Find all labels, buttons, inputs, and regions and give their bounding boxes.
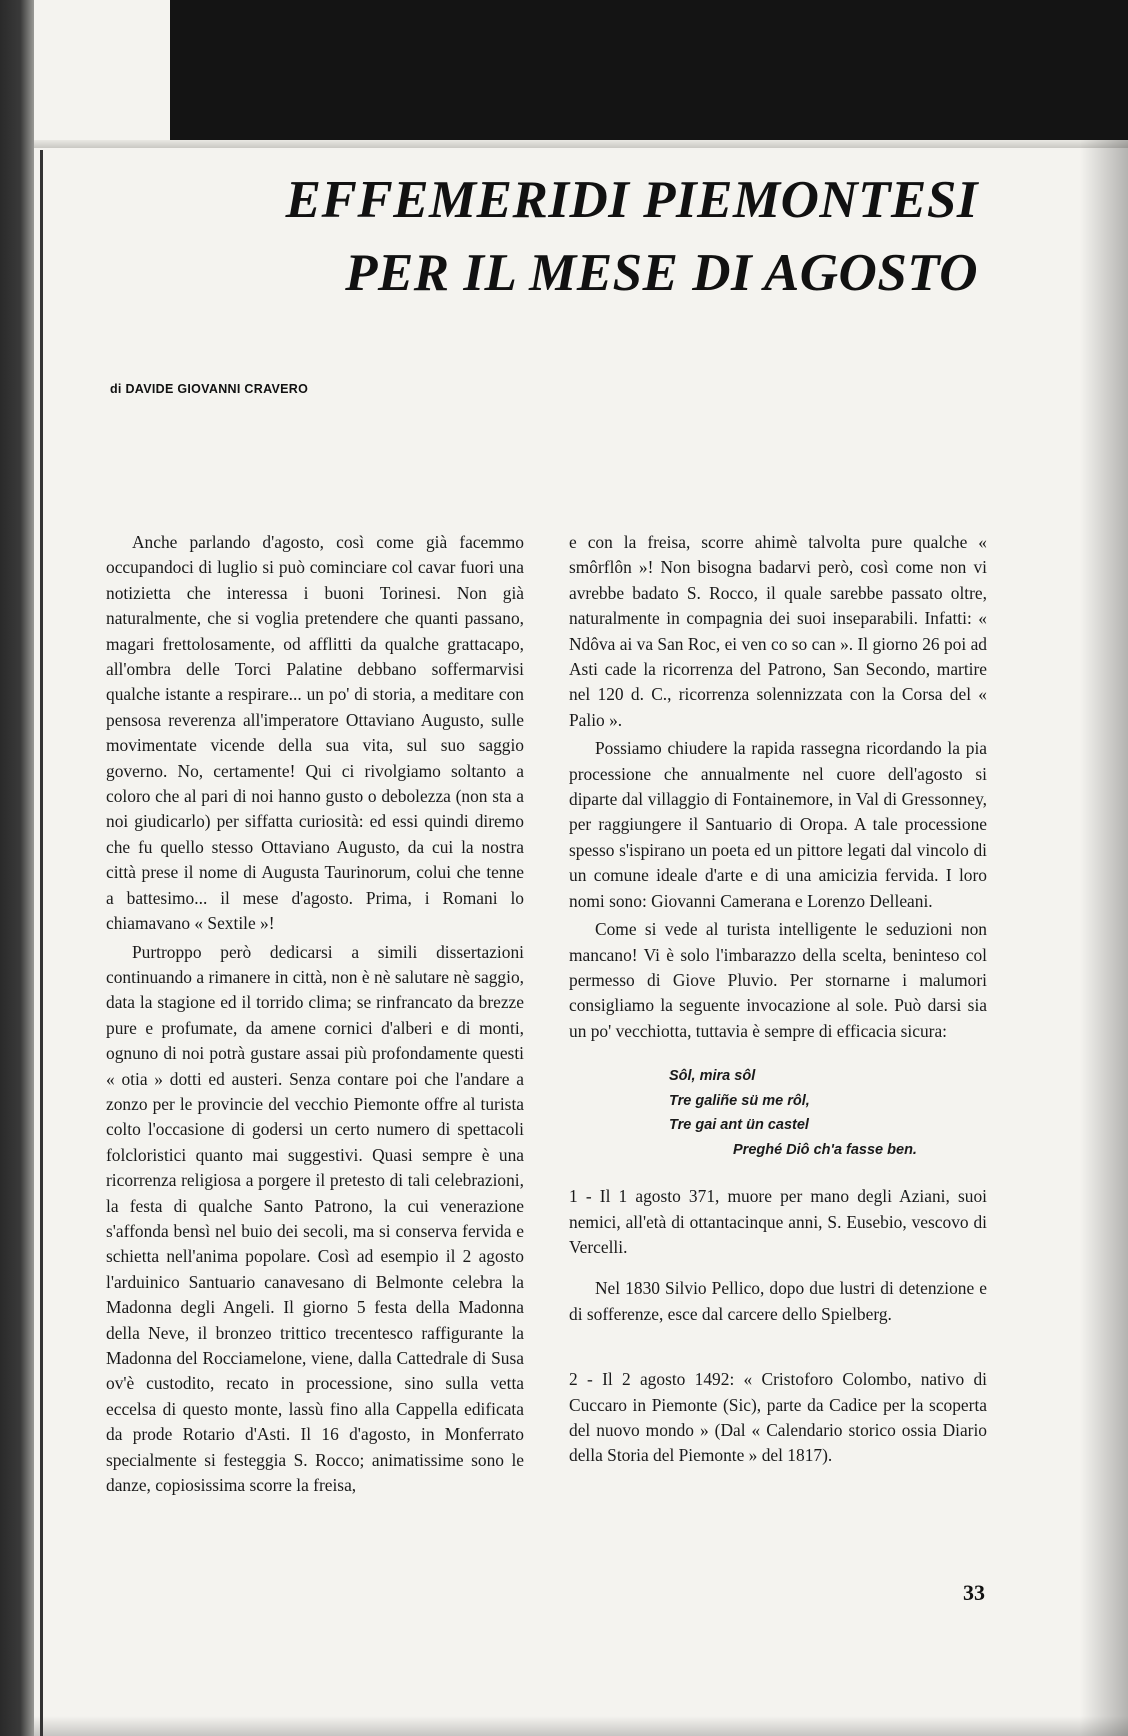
paragraph: Come si vede al turista intelligente le seduzioni non mancano! Vi è solo l'imbarazzo della scelta, beninteso col permesso di Giove Pluvio. Per stornarne i malumori consigliamo la seguente invocazione al sole. Può darsi sia un po' vecchiotta, tuttavia è sempre di efficacia sicura: (569, 919, 987, 1041)
right-text-column (569, 530, 987, 1469)
paragraph: Possiamo chiudere la rapida rassegna ricordando la pia processione che annualmente nel cuore dell'agosto si diparte dal villaggio di Fontainemore, in Val di Gressonney, per raggiungere il Santuario di Oropa. A tale processione spesso s'ispirano un poeta ed un pittore legati dal vincolo di un comune ideale d'arte e di una amicizia fervida. I loro nomi sono: Giovanni Camerana e Lorenzo Delleani. (569, 738, 987, 911)
paragraph: e con la freisa, scorre ahimè talvolta pure qualche « smôrflôn »! Non bisogna badarvi però, così come non vi avrebbe badato S. Rocco, il quale sarebbe passato oltre, naturalmente in compagnia dei suoi inseparabili. Infatti: « Ndôva ai va San Roc, ei ven co so can ». Il giorno 26 poi ad Asti cade la ricorrenza del Patrono, San Secondo, martire nel 120 d. C., ricorrenza solennizzata con la Corsa del « Palio ». (569, 532, 987, 730)
poem-line: Preghé Diô ch'a fasse ben. (733, 1141, 917, 1158)
left-text-column (106, 530, 524, 1498)
dialect-poem (669, 1064, 987, 1162)
top-dark-band (170, 0, 1128, 140)
bottom-edge-shadow (34, 1716, 1128, 1736)
poem-line: Sôl, mira sôl (669, 1068, 756, 1085)
paragraph: Purtroppo però dedicarsi a simili dissertazioni continuando a rimanere in città, non è nè salutare nè saggio, data la stagione ed il torrido clima; se rinfrancato da brezze pure e profumate, da amene cornici d'alberi e di monti, ognuno di noi potrà gustare assai più profondamente questi « otia » dotti ed austeri. Senza contare poi che l'andare a zonzo per le provincie del vecchio Piemonte offre al turista colto l'occasione di godersi un certo numero di spettacoli folcloristici quanto mai suggestivi. Quasi sempre è una ricorrenza religiosa a porgere il pretesto di tali celebrazioni, la festa di qualche Santo Patrono, la cui venerazione s'affonda bensì nel buio dei secoli, ma si conserva fervida e schietta nell'anima popolare. Così ad esempio il 2 agosto l'arduinico Santuario canavesano di Belmonte celebra la Madonna degli Angeli. Il giorno 5 festa della Madonna della Neve, il bronzeo trittico trecentesco raffigurante la Madonna del Rocciamelone, viene, dalla Cattedrale di Susa ov'è custodito, recato in processione, sino sulla vetta eccelsa di questo monte, lassù fino alla Cappella edificata da prode Rotario d'Asti. Il 16 d'agosto, in Monferrato specialmente si festeggia S. Rocco; animatissime sono le danze, copiosissima scorre la freisa, (106, 941, 524, 1496)
page-top-edge (34, 140, 1128, 148)
article-title-line-2: PER IL MESE DI AGOSTO (345, 244, 978, 302)
left-margin-rule (40, 150, 43, 1736)
right-edge-shadow (1080, 140, 1128, 1736)
poem-line: Tre galiñe sü me rôl, (669, 1092, 810, 1109)
poem-line: Tre gai ant ün castel (669, 1117, 809, 1134)
author-byline: di DAVIDE GIOVANNI CRAVERO (110, 382, 309, 396)
article-title-line-1: EFFEMERIDI PIEMONTESI (285, 171, 978, 229)
page-number: 33 (963, 1580, 985, 1605)
calendar-entry: 2 - Il 2 agosto 1492: « Cristoforo Colombo, nativo di Cuccaro in Piemonte (Sic), parte da Cadice per la scoperta del nuovo mondo » (Dal « Calendario storico ossia Diario della Storia del Piemonte » del 1817). (569, 1369, 987, 1466)
calendar-entry: 1 - Il 1 agosto 371, muore per mano degli Aziani, suoi nemici, all'età di ottantacinque anni, S. Eusebio, vescovo di Vercelli. (569, 1186, 987, 1257)
calendar-entry: Nel 1830 Silvio Pellico, dopo due lustri di detenzione e di sofferenze, esce dal carcere dello Spielberg. (569, 1278, 987, 1324)
left-dark-border (0, 0, 34, 1736)
paragraph: Anche parlando d'agosto, così come già facemmo occupandoci di luglio si può cominciare col cavar fuori una notizietta che interessa i buoni Torinesi. Non già naturalmente, che si voglia pretendere che quanti passano, magari frettolosamente, od afflitti da qualche grattacapo, all'ombra delle Torci Palatine debbano soffermarvisi qualche istante a respirare... un po' di storia, a meditare con pensosa reverenza all'imperatore Ottaviano Augusto, sulle movimentate vicende della sua vita, sul suo saggio governo. No, certamente! Qui ci rivolgiamo soltanto a coloro che al pari di noi hanno gusto o debolezza (non sta a noi giudicarlo) per siffatta curiosità: ed essi quindi diremo che fu quello stesso Ottaviano Augusto, da cui la nostra città prese il nome di Augusta Taurinorum, colui che tenne a battesimo... il mese d'agosto. Prima, i Romani lo chiamavano « Sextile »! (106, 532, 524, 934)
